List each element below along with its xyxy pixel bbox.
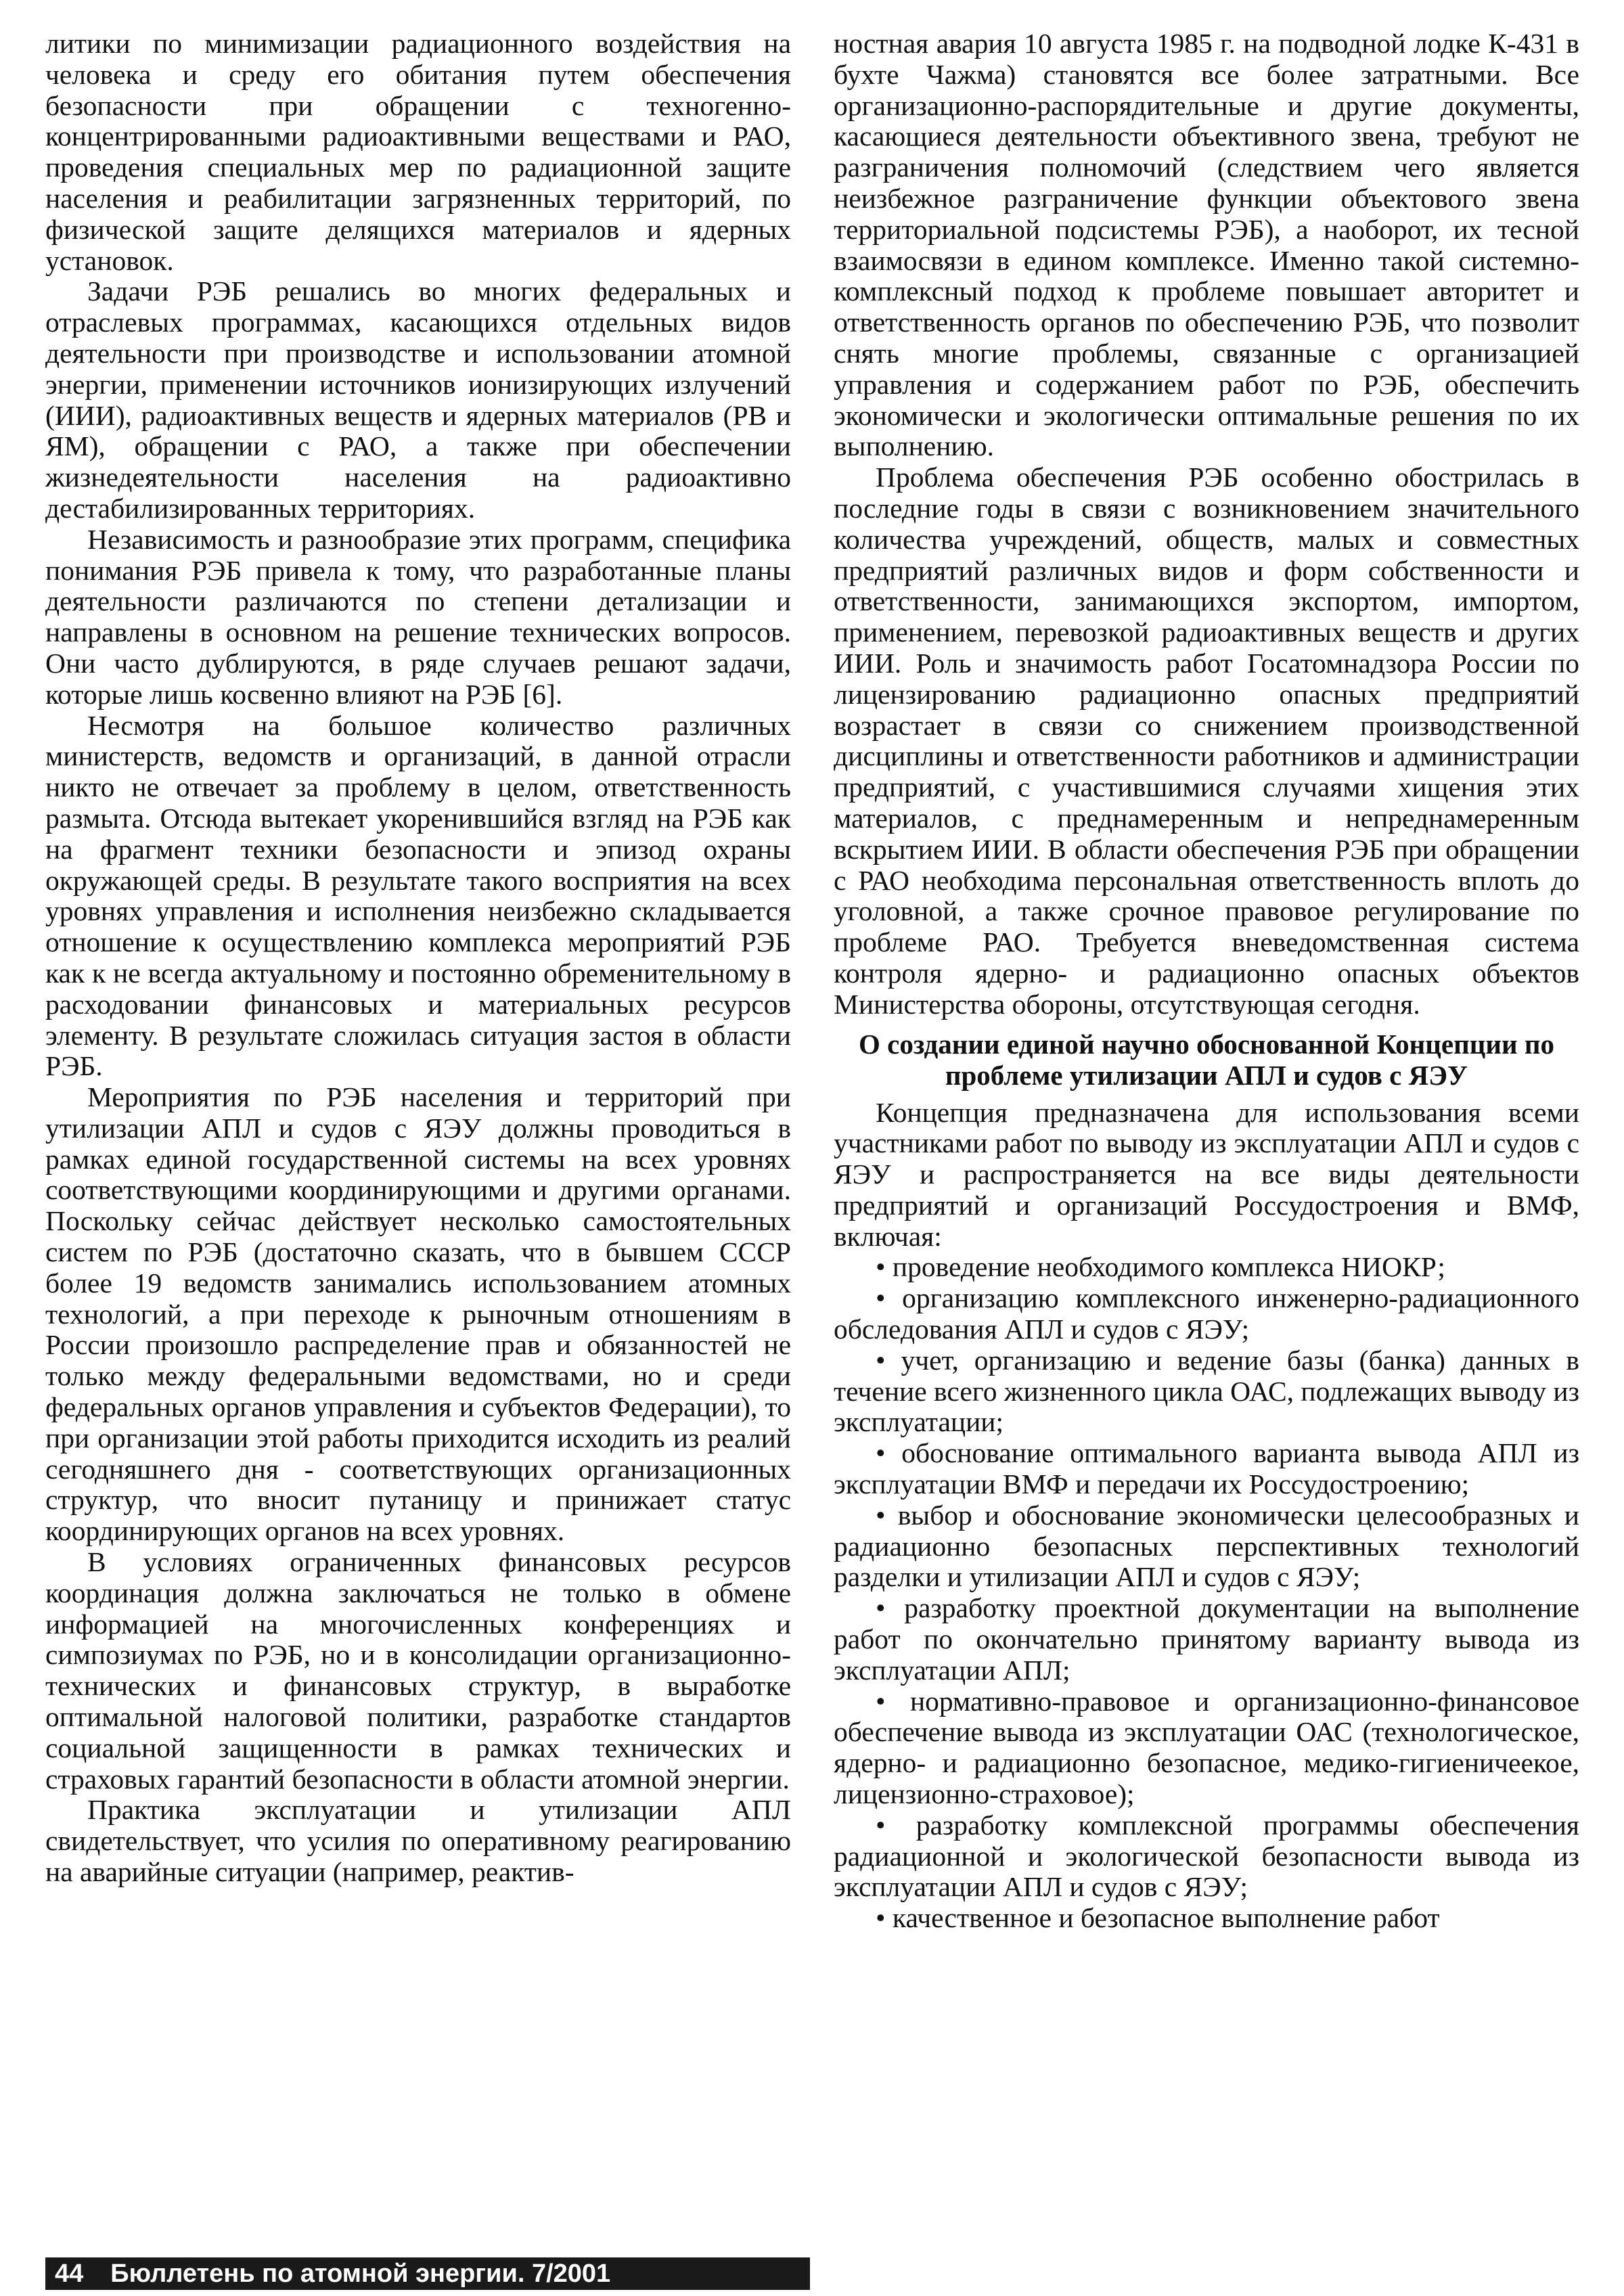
section-heading: О создании единой научно обоснованной Концепции по проблеме утилизации АПЛ и судов с ЯЭУ	[858, 1028, 1554, 1091]
bullet-icon: •	[876, 1437, 886, 1469]
list-item-text: выбор и обоснование экономически целесообразных и радиационно безопасных перспективных технологий разделки и утилизации АПЛ и судов с ЯЭУ;	[834, 1499, 1579, 1593]
paragraph: Независимость и разнообразие этих программ, специфика понимания РЭБ привела к тому, что разработанные планы деятельности различаются по степени детализации и направлены в основном на решение технических вопросов. Они часто дублируются, в ряде случаев решают задачи, которые лишь косвенно влияют на РЭБ [6].	[45, 523, 791, 710]
list-item	[834, 1438, 1579, 1500]
paragraph: ностная авария 10 августа 1985 г. на подводной лодке К-431 в бухте Чажма) становятся все более затратными. Все организационно-распорядительные и другие документы, касающиеся деятельности объективного звена, требуют не разграничения полномочий (следствием чего является неизбежное разграничение функции объектового звена территориальной подсистемы РЭБ), а наоборот, их тесной взаимосвязи в едином комплексе. Именно такой системно-комплексный подход к проблеме повышает авторитет и ответственность органов по обеспечению РЭБ, что позволит снять многие проблемы, связанные с организацией управления и содержанием работ по РЭБ, обеспечить экономически и экологически оптимальные решения по их выполнению.	[834, 28, 1579, 462]
list-item	[834, 1500, 1579, 1593]
journal-title: Бюллетень по атомной энергии. 7/2001	[110, 2259, 611, 2288]
right-column	[834, 28, 1579, 1934]
bullet-icon: •	[876, 1592, 886, 1624]
list-item-text: качественное и безопасное выполнение работ	[892, 1902, 1440, 1934]
list-item-text: учет, организацию и ведение базы (банка) данных в течение всего жизненного цикла ОАС, подлежащих выводу из эксплуатации;	[834, 1344, 1579, 1438]
bullet-icon: •	[876, 1344, 886, 1376]
bullet-icon: •	[876, 1282, 886, 1314]
list-item	[834, 1283, 1579, 1345]
paragraph: Задачи РЭБ решались во многих федеральных и отраслевых программах, касающихся отдельных видов деятельности при производстве и использовании атомной энергии, применении источников ионизирующих излучений (ИИИ), радиоактивных веществ и ядерных материалов (РВ и ЯМ), обращении с РАО, а также при обеспечении жизнедеятельности населения на радиоактивно дестабилизированных территориях.	[45, 275, 791, 524]
bullet-icon: •	[876, 1251, 886, 1283]
paragraph: В условиях ограниченных финансовых ресурсов координация должна заключаться не только в обмене информацией на многочисленных конференциях и симпозиумах по РЭБ, но и в консолидации организационно-технических и финансовых структур, в выработке оптимальной налоговой политики, разработке стандартов социальной защищенности в рамках технических и страховых гарантий безопасности в области атомной энергии.	[45, 1546, 791, 1795]
paragraph: литики по минимизации радиационного воздействия на человека и среду его обитания путем обеспечения безопасности при обращении с техногенно-концентрированными радиоактивными веществами и РАО, проведения специальных мер по радиационной защите населения и реабилитации загрязненных территорий, по физической защите делящихся материалов и ядерных установок.	[45, 28, 791, 276]
bullet-icon: •	[876, 1809, 886, 1841]
list-item	[834, 1686, 1579, 1810]
list-item-text: проведение необходимого комплекса НИОКР;	[892, 1251, 1445, 1283]
list-item	[834, 1252, 1579, 1283]
left-column	[45, 28, 791, 1888]
bullet-icon: •	[876, 1902, 886, 1934]
list-item	[834, 1345, 1579, 1438]
list-item	[834, 1593, 1579, 1686]
list-item-text: обоснование оптимального варианта вывода АПЛ из эксплуатации ВМФ и передачи их Россудостроению;	[834, 1437, 1580, 1500]
concept-intro: Концепция предназначена для использования всеми участниками работ по выводу из эксплуатации АПЛ и судов с ЯЭУ и распространяется на все виды деятельности предприятий и организаций Россудостроения и ВМФ, включая:	[834, 1096, 1579, 1252]
page-number: 44	[55, 2259, 84, 2288]
list-item-text: организацию комплексного инженерно-радиационного обследования АПЛ и судов с ЯЭУ;	[834, 1282, 1580, 1345]
paragraph: Практика эксплуатации и утилизации АПЛ свидетельствует, что усилия по оперативному реагированию на аварийные ситуации (например, реактив-	[45, 1794, 791, 1888]
concept-bullet-list	[834, 1252, 1579, 1934]
list-item-text: нормативно-правовое и организационно-финансовое обеспечение вывода из эксплуатации ОАС (технологическое, ядерно- и радиационно безопасное, медико-гигиеничеекое, лицензионно-страховое);	[834, 1685, 1580, 1810]
page-footer	[45, 2257, 810, 2290]
list-item-text: разработку комплексной программы обеспечения радиационной и экологической безопасности вывода из эксплуатации АПЛ и судов с ЯЭУ;	[834, 1809, 1580, 1903]
paragraph: Мероприятия по РЭБ населения и территорий при утилизации АПЛ и судов с ЯЭУ должны проводиться в рамках единой государственной системы на всех уровнях соответствующими координирующими и другими органами. Поскольку сейчас действует несколько самостоятельных систем по РЭБ (достаточно сказать, что в бывшем СССР более 19 ведомств занимались использованием атомных технологий, а при переходе к рыночным отношениям в России произошло распределение прав и обязанностей не только между федеральными ведомствами, но и среди федеральных органов управления и субъектов Федерации), то при организации этой работы приходится исходить из реалий сегодняшнего дня - соответствующих организационных структур, что вносит путаницу и принижает статус координирующих органов на всех уровнях.	[45, 1081, 791, 1547]
paragraph: Проблема обеспечения РЭБ особенно обострилась в последние годы в связи с возникновением значительного количества учреждений, обществ, малых и совместных предприятий различных видов и форм собственности и ответственности, занимающихся экспортом, импортом, применением, перевозкой радиоактивных веществ и других ИИИ. Роль и значимость работ Госатомнадзора России по лицензированию радиационно опасных предприятий возрастает в связи со снижением производственной дисциплины и ответственности работников и администрации предприятий, с участившимися случаями хищения этих материалов, с преднамеренным и непреднамеренным вскрытием ИИИ. В области обеспечения РЭБ при обращении с РАО необходима персональная ответственность вплоть до уголовной, а также срочное правовое регулирование по проблеме РАО. Требуется вневедомственная система контроля ядерно- и радиационно опасных объектов Министерства обороны, отсутствующая сегодня.	[834, 462, 1579, 1020]
paragraph: Несмотря на большое количество различных министерств, ведомств и организаций, в данной отрасли никто не отвечает за проблему в целом, ответственность размыта. Отсюда вытекает укоренившийся взгляд на РЭБ как на фрагмент техники безопасности и эпизод охраны окружающей среды. В результате такого восприятия на всех уровнях управления и исполнения неизбежно складывается отношение к осуществлению комплекса мероприятий РЭБ как к не всегда актуальному и постоянно обременительному в расходовании финансовых и материальных ресурсов элементу. В результате сложилась ситуация застоя в области РЭБ.	[45, 709, 791, 1082]
bullet-icon: •	[876, 1685, 886, 1717]
list-item-text: разработку проектной документации на выполнение работ по окончательно принятому варианту вывода из эксплуатации АПЛ;	[834, 1592, 1580, 1686]
bullet-icon: •	[876, 1499, 886, 1531]
list-item	[834, 1810, 1579, 1903]
list-item	[834, 1903, 1579, 1934]
